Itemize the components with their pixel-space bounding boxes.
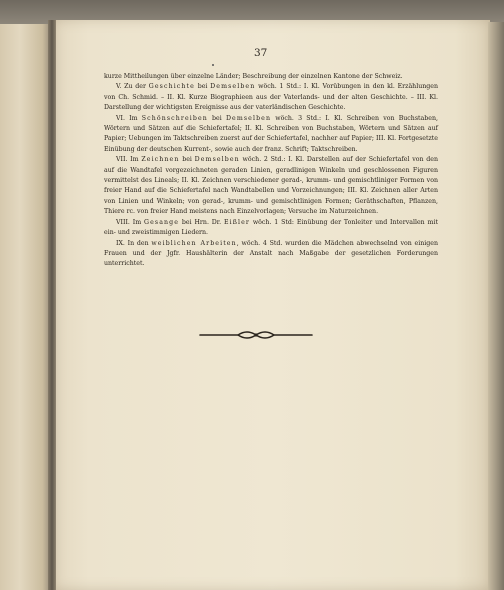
text-run: bei <box>179 156 195 164</box>
spaced-term: Demselben <box>194 156 240 164</box>
spaced-term: Demselben <box>210 83 256 91</box>
text-run: V. Zu der <box>116 83 149 91</box>
spaced-term: Zeichnen <box>141 156 180 164</box>
paragraph-vii <box>104 155 438 217</box>
text-run: wöch. 2 Std.: I. Kl. Darstellen auf der Schiefertafel von den auf die Wandtafel vorgezeichneten geraden Linien, geradlinigen Winkeln und geschlossenen Figuren vermittelst des Lineals; II. Kl. Zeichnen verschiedener gerad-, krumm- und gemischtliniger Formen von freier Hand auf die Schiefertafel nach Wandtabellen und Vorzeichnungen; III. Kl. Zeichnen aller Arten von Linien und Winkeln; von gerad-, krumm- und gemischtlinigen Formen; Geräthschaften, Pflanzen, Thiere rc. von freier Hand meistens nach Einzelvorlagen; Versuche im Naturzeichnen. <box>104 156 438 216</box>
text-run: , wöch. 4 Std. wurden die Mädchen abwechselnd von einigen Frauen und der Jgfr. Haushälterin der Anstalt nach Maßgabe der gesetzlichen Forderungen unterrichtet. <box>104 239 438 268</box>
page-number: 37 <box>254 47 268 59</box>
paragraph-v <box>104 82 438 113</box>
book-gutter <box>48 20 56 590</box>
text-run: bei Hrn. Dr. <box>179 218 224 226</box>
spaced-term: Schönschreiben <box>141 114 208 122</box>
paragraph-vi <box>104 114 438 156</box>
spaced-term: Gesange <box>144 218 180 226</box>
spaced-term: Geschichte <box>148 83 195 91</box>
text-run: wöch. 1 Std: Einübung der Tonleiter und Intervallen mit ein- und zweistimmigen Liedern. <box>104 218 438 237</box>
paragraph-viii <box>104 218 438 239</box>
text-run: IX. In den <box>116 239 152 247</box>
spaced-term: Eißler <box>223 218 250 226</box>
paper-speck <box>212 64 214 66</box>
body-text <box>104 72 438 270</box>
text-run: VI. Im <box>116 114 142 122</box>
text-run: VIII. Im <box>116 218 145 226</box>
text-run: bei <box>194 83 211 91</box>
facing-page-edge <box>0 24 50 590</box>
page-edge-right <box>488 22 504 590</box>
paragraph-ix <box>104 239 438 270</box>
paragraph-cont <box>104 72 438 82</box>
divider-flourish-icon <box>198 330 314 340</box>
text-run: wöch. 1 Std.: I. Kl. Vorübungen in den kl. Erzählungen von Ch. Schmid. – II. Kl. Kurze Biographieen aus der Vaterlands- und der alten Geschichte. – III. Kl. Darstellung der wichtigsten Ereignisse aus der vaterländischen Geschichte. <box>104 83 438 112</box>
text-run: VII. Im <box>116 156 142 164</box>
text-run: bei <box>207 114 226 122</box>
text-run: kurze Mittheilungen über einzelne Länder; Beschreibung der einzelnen Kantone der Schweiz. <box>104 73 403 80</box>
spaced-term: Demselben <box>225 114 272 122</box>
spaced-term: weiblichen Arbeiten <box>151 239 237 247</box>
text-run: wöch. 3 Std.: I. Kl. Schreiben von Buchstaben, Wörtern und Sätzen auf die Schiefertafel; II. Kl. Schreiben von Buchstaben, Wörtern und Sätzen auf Papier; Uebungen im Taktschreiben zuerst auf der Schiefertafel, nachher auf Papier; III. Kl. Fortgesetzte Einübung der deutschen Kurrent-, sowie auch der franz. Schrift; Taktschreiben. <box>104 114 438 153</box>
